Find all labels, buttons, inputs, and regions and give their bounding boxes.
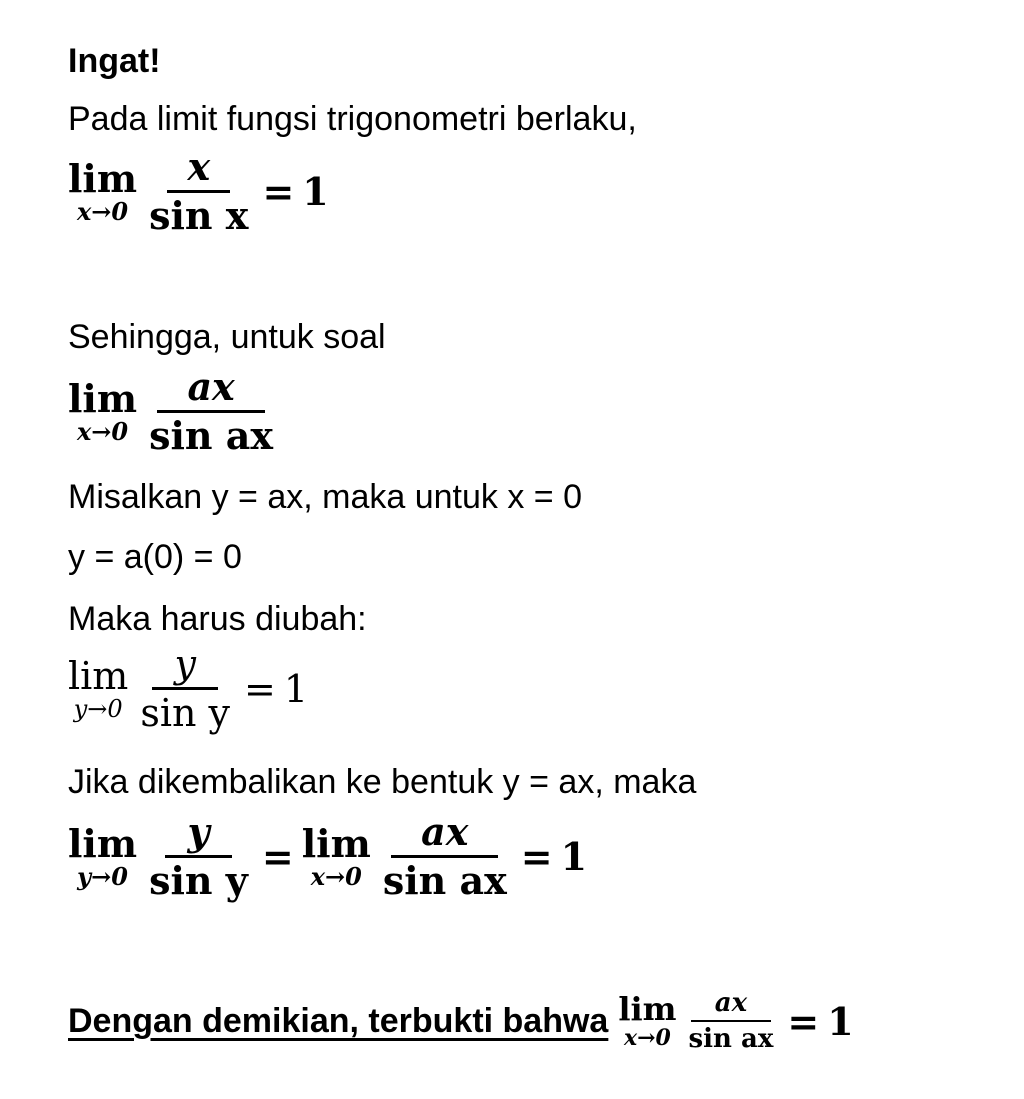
rule-fraction (149, 144, 249, 238)
step3-text: y = a(0) = 0 (68, 538, 242, 576)
equals-sign: = (262, 169, 295, 214)
lim-subscript: x→0 (76, 196, 129, 226)
lim-word: lim (618, 990, 677, 1028)
fraction-denominator: sin ax (382, 858, 507, 903)
step1-text: Sehingga, untuk soal (68, 318, 386, 356)
result-value: 1 (560, 834, 588, 879)
lim-subscript: x→0 (76, 416, 129, 446)
problem-fraction (149, 364, 274, 458)
problem-lim (68, 375, 138, 446)
step5-text: Jika dikembalikan ke bentuk y = ax, maka (68, 763, 697, 801)
conclusion-fraction (689, 990, 774, 1052)
lim-word: lim (301, 820, 371, 866)
problem-formula (68, 364, 279, 458)
lim-word: lim (68, 653, 129, 698)
fraction-numerator: ax (391, 813, 498, 858)
fraction-numerator: ax (691, 990, 771, 1022)
step2-text: Misalkan y = ax, maka untuk x = 0 (68, 478, 583, 516)
fraction-numerator: y (152, 645, 217, 690)
step4-text: Maka harus diubah: (68, 600, 367, 638)
changed-lim (68, 653, 129, 723)
changed-fraction (140, 642, 231, 735)
conclusion-formula (618, 990, 853, 1052)
rule-lim (68, 155, 138, 226)
fraction-denominator: sin ax (688, 1024, 774, 1054)
combined-lim-y (68, 820, 138, 891)
fraction-numerator: x (167, 148, 230, 193)
intro-text: Pada limit fungsi trigonometri berlaku, (68, 100, 637, 138)
equals-sign: = (261, 834, 294, 879)
fraction-denominator: sin x (149, 193, 249, 238)
equals-sign: = (787, 998, 820, 1044)
result-value: 1 (283, 666, 309, 711)
fraction-denominator: sin y (140, 691, 231, 735)
fraction-numerator: y (165, 813, 231, 858)
result-value: 1 (302, 169, 329, 214)
lim-subscript: x→0 (624, 1025, 671, 1051)
rule-formula (68, 144, 329, 238)
heading: Ingat! (68, 42, 161, 80)
equals-sign: = (520, 834, 553, 879)
conclusion-text: Dengan demikian, terbukti bahwa (68, 1001, 609, 1040)
changed-formula (68, 642, 309, 735)
lim-word: lim (68, 375, 138, 421)
conclusion-line (68, 990, 854, 1052)
equals-sign: = (244, 666, 276, 711)
lim-subscript: y→0 (77, 861, 128, 891)
conclusion-lim (618, 990, 677, 1051)
lim-subscript: y→0 (73, 694, 123, 723)
fraction-numerator: ax (157, 368, 264, 413)
result-value: 1 (827, 998, 854, 1044)
lim-word: lim (68, 820, 138, 866)
combined-fraction-y (149, 809, 248, 903)
combined-formula (68, 809, 588, 903)
fraction-denominator: sin ax (149, 413, 274, 458)
fraction-denominator: sin y (149, 858, 248, 903)
lim-word: lim (68, 155, 138, 201)
combined-fraction-ax (382, 809, 507, 903)
combined-lim-x (301, 820, 371, 891)
lim-subscript: x→0 (310, 861, 362, 891)
